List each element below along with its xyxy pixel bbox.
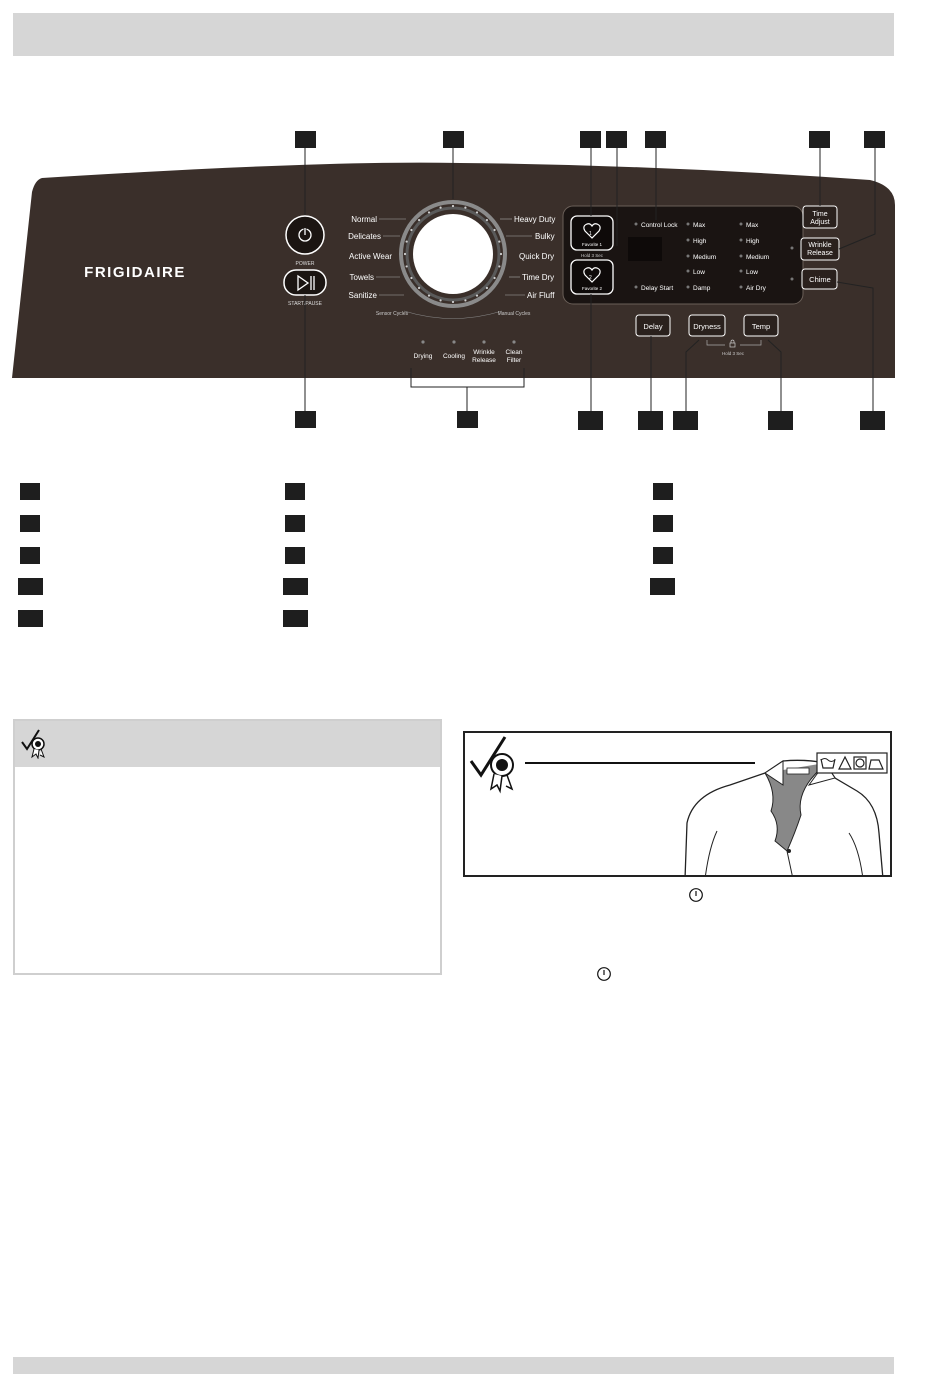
svg-text:1: 1 [589,231,592,237]
svg-text:Delay: Delay [643,322,663,331]
favorite-2-label: Favorite 2 [581,286,603,291]
dial-tick [428,211,430,213]
tip-panel-header [15,721,440,767]
cycle-label: Towels [349,273,374,282]
cycle-label: Normal [351,215,377,224]
dial-tick [476,294,478,296]
dial-tick [452,301,454,303]
legend-marker [20,515,40,532]
dryness-level: Damp [693,285,711,292]
dial-tick [476,211,478,213]
legend-marker [20,547,40,564]
cycle-label: Heavy Duty [514,215,556,224]
sensor-cycles-label: Sensor Cycles [375,311,409,317]
svg-text:Chime: Chime [809,275,831,284]
legend-marker [283,610,308,627]
svg-text:TimeAdjust: Time Adjust [810,211,830,226]
dial-tick [406,240,408,242]
callout-markers-top [295,131,885,148]
brand-logo: FRIGIDAIRE [84,264,186,281]
cycle-label: Quick Dry [519,252,555,261]
cycle-label: Delicates [348,232,381,241]
control-lock-indicator: Control Lock [641,222,678,229]
status-light-drying: Drying [413,353,433,360]
svg-text:2: 2 [589,275,592,281]
favorite-1-button[interactable] [571,216,613,250]
time-display [628,237,662,261]
dryness-level: Max [693,222,706,229]
cycle-label: Active Wear [349,252,392,261]
shirt-illustration [685,760,883,877]
dial-tick [418,219,420,221]
award-ribbon-icon [471,737,513,791]
legend-marker [653,483,673,500]
temp-level: Low [746,269,758,276]
delay-start-indicator: Delay Start [641,285,674,292]
legend-marker [653,547,673,564]
status-light-clean-filter: Clean Filter [505,349,523,364]
status-light-wrinkle-release: Wrinkle Release [472,349,496,364]
start-pause-label: START/PAUSE [288,301,322,307]
dryness-level: Medium [693,254,717,261]
dial-tick [439,207,441,209]
care-label-tip-panel [463,731,892,877]
temp-level: High [746,238,760,245]
cycle-label: Air Fluff [527,291,555,300]
time-adjust-button[interactable] [803,206,837,228]
dial-tick [498,240,500,242]
manual-cycles-label: Manual Cycles [497,311,531,317]
dial-tick [439,299,441,301]
favorite-1-label: Favorite 1 [581,242,603,247]
svg-text:Temp: Temp [751,322,771,331]
cycle-label: Bulky [535,232,555,241]
temp-level: Air Dry [746,285,766,292]
legend-marker [285,547,305,564]
svg-text:Dryness: Dryness [693,322,721,331]
legend-marker [650,578,675,595]
dryness-level: High [693,238,707,245]
legend-marker [653,515,673,532]
favorite-2-button[interactable] [571,260,613,294]
hold-3-sec-label: Hold 3 Sec [580,253,604,258]
power-icon [688,887,704,903]
temp-button[interactable] [744,315,778,336]
status-light-cooling: Cooling [442,353,466,360]
dial-tick [500,253,502,255]
legend-marker [20,483,40,500]
power-button[interactable] [286,216,324,254]
dryness-level: Low [693,269,705,276]
dial-tick [452,205,454,207]
callout-markers-bottom [295,411,885,430]
control-panel-diagram [0,0,950,440]
dial-tick [418,287,420,289]
svg-text:WrinkleRelease: Wrinkle Release [807,242,833,257]
legend-marker [285,483,305,500]
dryness-button[interactable] [689,315,725,336]
legend-marker [18,578,43,595]
wrinkle-release-button[interactable] [801,238,839,260]
dial-tick [464,207,466,209]
legend-marker [18,610,43,627]
tip-panel [13,719,442,975]
temp-level: Medium [746,254,770,261]
dial-tick [464,299,466,301]
dial-tick [498,265,500,267]
chime-button[interactable] [802,269,837,289]
dial-tick [486,287,488,289]
legend-marker [285,515,305,532]
dial-tick [404,253,406,255]
delay-button[interactable] [636,315,670,336]
power-icon [596,966,612,982]
dial-tick [428,294,430,296]
legend-marker [283,578,308,595]
start-pause-button[interactable] [284,270,326,295]
cycle-dial[interactable] [401,202,505,306]
dial-tick [493,229,495,231]
cycle-label: Time Dry [522,273,555,282]
dial-tick [410,229,412,231]
cycle-label: Sanitize [348,291,377,300]
dial-tick [406,265,408,267]
temp-level: Max [746,222,759,229]
hold-3-sec-lock-label: Hold 3 Sec [721,351,745,356]
wash-symbol-icons [817,753,887,773]
footer-bar [13,1357,894,1374]
dial-tick [493,277,495,279]
power-label: POWER [295,261,315,267]
dial-tick [410,277,412,279]
award-ribbon-icon [19,727,51,759]
dial-tick [486,219,488,221]
